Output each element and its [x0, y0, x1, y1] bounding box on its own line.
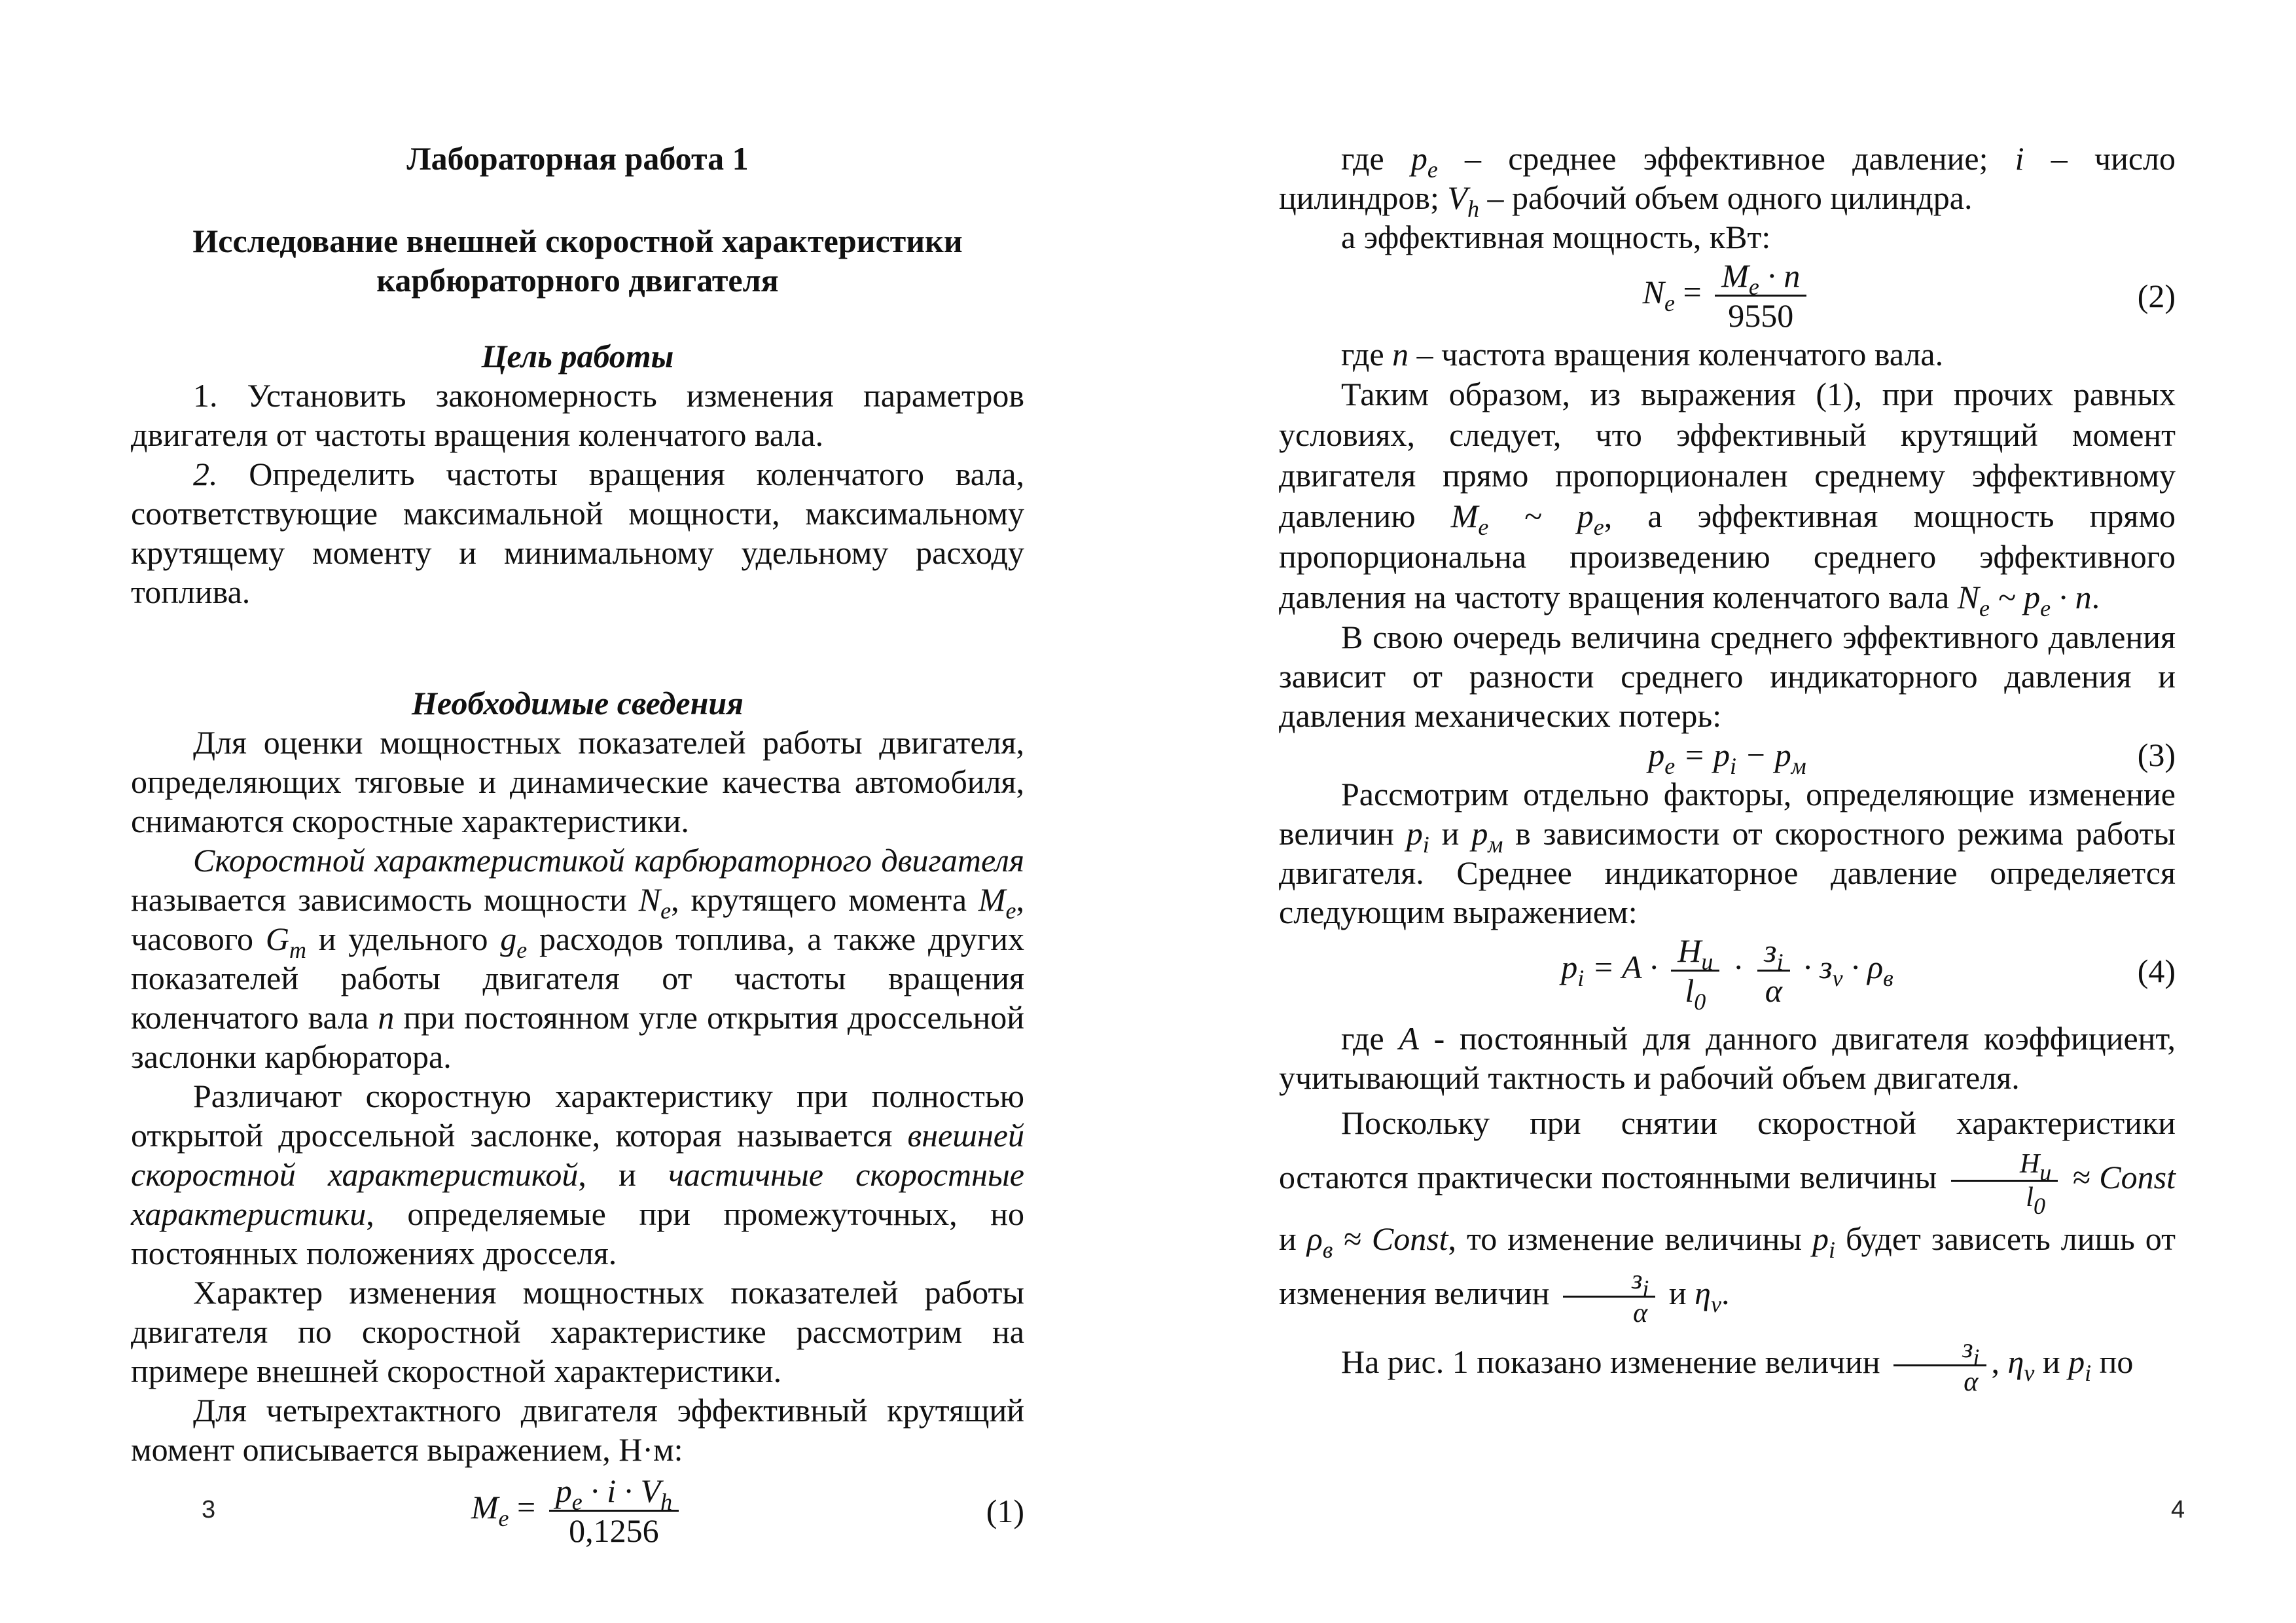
paragraph-intro: Для оценки мощностных показателей работы двигателя, определяющих тяговые и динамические качества автомобиля, снимаются скоростные характеристики. [131, 724, 1024, 839]
equation-2: $N_e$ = $\frac{M_e \cdot n}{9550}$ (2) [1642, 257, 2176, 334]
equation-3: $p_e = p_i - p_м$ (3) [1648, 737, 2176, 779]
paragraph-pressure: В свою очередь величина среднего эффективного давления зависит от разности среднего индикаторного давления и давления механических потерь: [1279, 619, 2176, 734]
right-column [1279, 131, 2176, 1398]
equation-1-label: (1) [986, 1492, 1024, 1529]
equation-1-lhs: $M_e$ [471, 1488, 509, 1531]
info-heading: Необходимые сведения [412, 685, 744, 721]
paragraph-power-intro: а эффективная мощность, кВт: [1341, 219, 1771, 255]
paragraph-figure-ref: На рис. 1 показано изменение величин $\frac{з_i}{\alpha}$ , $\eta_v$ и $p_i$ по [1341, 1334, 2134, 1397]
paragraph-proportional: Таким образом, из выражения (1), при прочих равных условиях, следует, что эффективный крутящий момент двигателя прямо пропорционален среднему эффективному давлению $M_e$ ~ $p_e$, а эффективная мощность прямо пропорциональна произведению среднего эффективного давления на частоту вращения коленчатого вала $N_e$ ~ $p_e \cdot n$. [1279, 376, 2176, 621]
lab-title: Лабораторная работа 1 [406, 140, 749, 177]
page-number-right: 4 [2171, 1496, 2185, 1523]
paragraph-constants: Поскольку при снятии скоростной характеристики остаются практически постоянными величины $\frac{H_u}{l_0}$ ≈ Const и $\rho_в$ ≈ Const, то изменение величины $p_i$ будет зависеть лишь от изменения величин $\frac{з_i}{\alpha}$ и $\eta_v$. [1279, 1104, 2176, 1328]
paragraph-where-pe: где $p_e$ – среднее эффективное давление; i – число цилиндров; $V_h$ – рабочий объем одного цилиндра. [1279, 140, 2176, 222]
paragraph-character: Характер изменения мощностных показателей работы двигателя по скоростной характеристике рассмотрим на примере внешней скоростной характеристики. [131, 1274, 1024, 1389]
equation-4-label: (4) [2137, 952, 2176, 989]
paragraph-torque: Для четырехтактного двигателя эффективный крутящий момент описывается выражением, Н·м: [131, 1392, 1024, 1468]
goal-item-1: 1. Установить закономерность изменения параметров двигателя от частоты вращения коленчатого вала. [131, 377, 1024, 453]
goal-item-2-text: Определить частоты вращения коленчатого вала, соответствующие максимальной мощности, максимальному крутящему моменту и минимальному удельному расходу топлива. [131, 456, 1024, 610]
right-page [1148, 0, 2296, 1623]
equation-2-label: (2) [2137, 277, 2176, 314]
page-number-left: 3 [202, 1496, 216, 1523]
paragraph-types: Различают скоростную характеристику при полностью открытой дроссельной заслонке, которая называется внешней скоростной характеристикой, и частичные скоростные характеристики, определяемые при промежуточных, но постоянных положениях дросселя. [131, 1078, 1024, 1271]
paragraph-definition: Скоростной характеристикой карбюраторного двигателя называется зависимость мощности $N_e$, крутящего момента $M_e$, часового $G_m$ и удельного $g_e$ расходов топлива, а также других показателей работы двигателя от частоты вращения коленчатого вала n при постоянном угле открытия дроссельной заслонки карбюратора. [131, 842, 1025, 1075]
left-column [131, 131, 1024, 1550]
equation-1: $M_e$ = $\frac{p_e \cdot i \cdot V_h}{0,1256}$ (1) [471, 1472, 1024, 1549]
equation-1-fraction: $\frac{p_e \cdot i \cdot V_h}{0,1256}$ [549, 1472, 679, 1550]
goal-heading: Цель работы [481, 338, 674, 374]
lab-subtitle-line2: карбюраторного двигателя [376, 262, 779, 299]
paragraph-where-n: где n – частота вращения коленчатого вала. [1341, 336, 1944, 373]
equation-4: $p_i = A$ · $\frac{H_u}{l_0}$ · $\frac{з_i}{\alpha}$ · $з_v \cdot \rho_в$ (4) [1561, 932, 2176, 1015]
equation-3-label: (3) [2137, 737, 2176, 773]
lab-subtitle-line1: Исследование внешней скоростной характеристики [192, 223, 963, 259]
goal-item-2-number: 2. [193, 456, 218, 492]
paragraph-where-a: где A - постоянный для данного двигателя коэффициент, учитывающий тактность и рабочий объем двигателя. [1279, 1020, 2176, 1096]
equation-2-fraction: $\frac{M_e \cdot n}{9550}$ [1715, 257, 1806, 335]
paragraph-factors: Рассмотрим отдельно факторы, определяющие изменение величин $p_i$ и $p_м$ в зависимости от скоростного режима работы двигателя. Среднее индикаторное давление определяется следующим выражением: [1279, 776, 2176, 930]
goal-item-2 [131, 454, 1024, 611]
